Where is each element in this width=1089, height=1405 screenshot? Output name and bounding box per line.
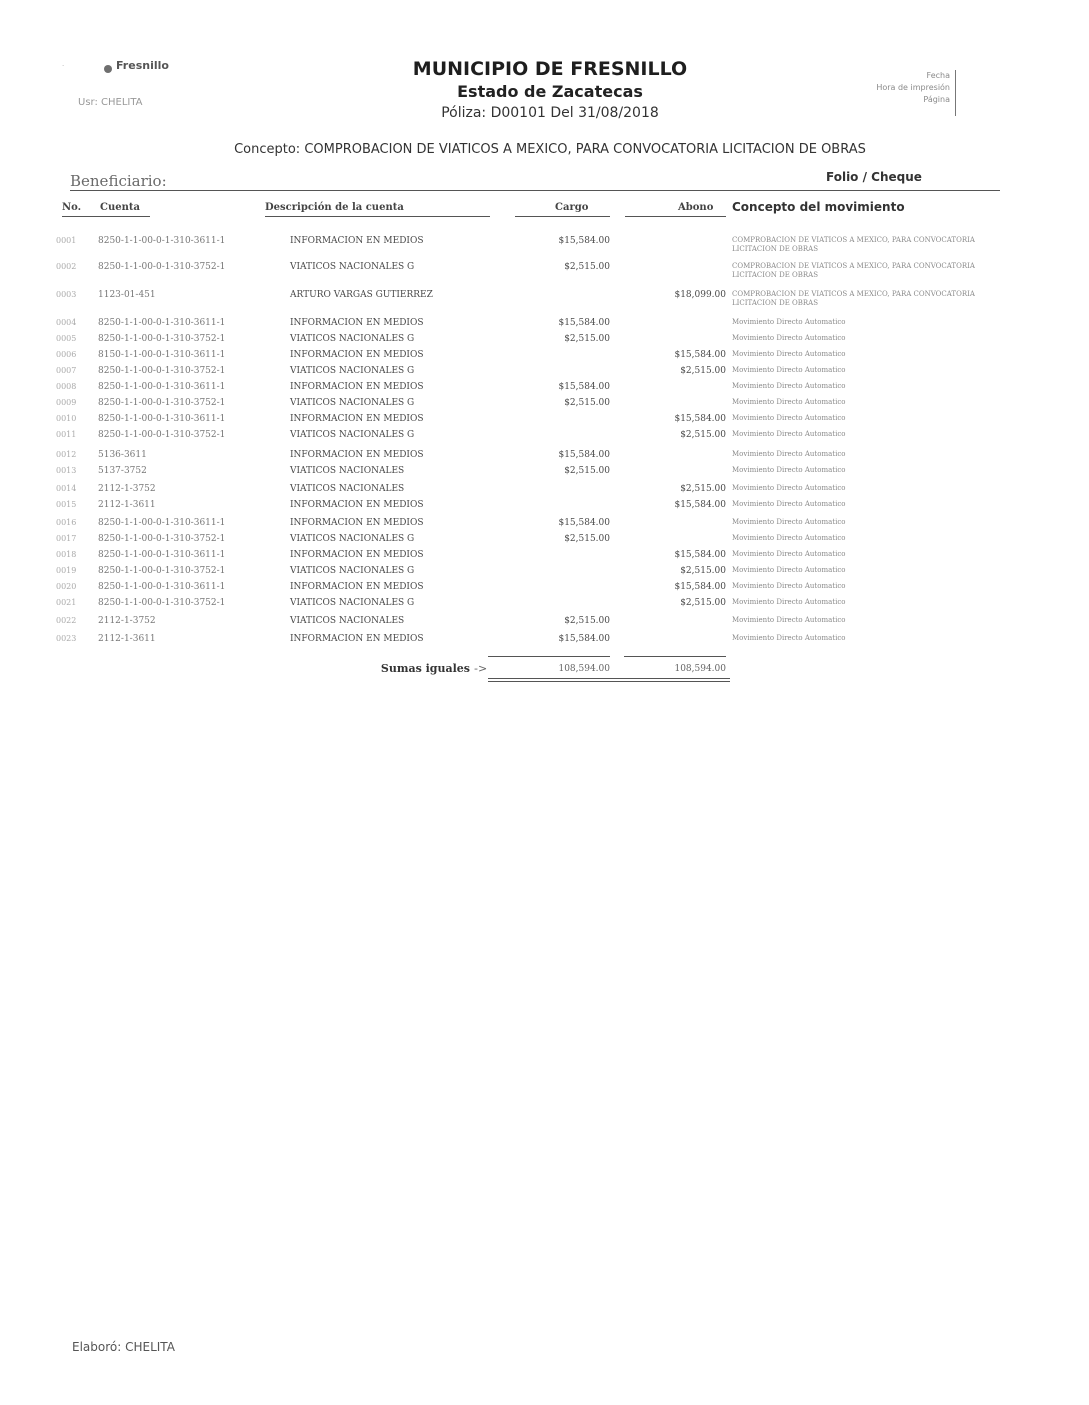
concepto-line: Concepto: COMPROBACION DE VIATICOS A MEXICO, PARA CONVOCATORIA LICITACION DE OBRAS xyxy=(234,142,866,157)
row-descripcion: VIATICOS NACIONALES G xyxy=(290,398,415,408)
row-descripcion: INFORMACION EN MEDIOS xyxy=(290,634,424,644)
row-abono: $2,515.00 xyxy=(680,598,726,608)
table-row xyxy=(0,598,1089,615)
col-underline xyxy=(62,216,150,217)
row-cuenta: 8250-1-1-00-0-1-310-3752-1 xyxy=(98,430,226,440)
row-abono: $2,515.00 xyxy=(680,366,726,376)
table-row xyxy=(0,466,1089,483)
row-descripcion: INFORMACION EN MEDIOS xyxy=(290,500,424,510)
row-cuenta: 8250-1-1-00-0-1-310-3611-1 xyxy=(98,236,226,246)
col-abono: Abono xyxy=(678,202,714,213)
meta-divider xyxy=(955,70,956,116)
row-concepto: Movimiento Directo Automatico xyxy=(732,582,846,590)
col-descripcion: Descripción de la cuenta xyxy=(265,202,404,213)
row-descripcion: INFORMACION EN MEDIOS xyxy=(290,236,424,246)
row-concepto: Movimiento Directo Automatico xyxy=(732,466,846,474)
row-cuenta: 8250-1-1-00-0-1-310-3611-1 xyxy=(98,382,226,392)
row-concepto: COMPROBACION DE VIATICOS A MEXICO, PARA CONVOCATORIA LICITACION DE OBRAS xyxy=(732,236,975,253)
row-cargo: $15,584.00 xyxy=(558,450,610,460)
row-number: 0004 xyxy=(56,318,77,327)
poliza-line: Póliza: D00101 Del 31/08/2018 xyxy=(441,105,659,121)
table-row xyxy=(0,430,1089,447)
row-descripcion: VIATICOS NACIONALES G xyxy=(290,366,415,376)
table-row xyxy=(0,450,1089,467)
row-cargo: $15,584.00 xyxy=(558,518,610,528)
table-row xyxy=(0,582,1089,599)
row-concepto: COMPROBACION DE VIATICOS A MEXICO, PARA CONVOCATORIA LICITACION DE OBRAS xyxy=(732,290,975,307)
row-cargo: $2,515.00 xyxy=(564,262,610,272)
row-cuenta: 8250-1-1-00-0-1-310-3752-1 xyxy=(98,534,226,544)
row-cargo: $2,515.00 xyxy=(564,398,610,408)
row-number: 0006 xyxy=(56,350,77,359)
fresnillo-logo xyxy=(62,56,202,86)
row-cargo: $2,515.00 xyxy=(564,466,610,476)
row-number: 0002 xyxy=(56,262,77,271)
row-concepto: Movimiento Directo Automatico xyxy=(732,450,846,458)
row-descripcion: VIATICOS NACIONALES xyxy=(290,616,405,626)
row-cuenta: 8250-1-1-00-0-1-310-3611-1 xyxy=(98,414,226,424)
row-concepto: Movimiento Directo Automatico xyxy=(732,318,846,326)
row-descripcion: ARTURO VARGAS GUTIERREZ xyxy=(290,290,433,300)
table-row xyxy=(0,262,1089,279)
row-cuenta: 2112-1-3611 xyxy=(98,500,156,510)
row-number: 0001 xyxy=(56,236,77,245)
row-concepto: COMPROBACION DE VIATICOS A MEXICO, PARA CONVOCATORIA LICITACION DE OBRAS xyxy=(732,262,975,279)
row-number: 0005 xyxy=(56,334,77,343)
row-abono: $2,515.00 xyxy=(680,566,726,576)
row-concepto: Movimiento Directo Automatico xyxy=(732,350,846,358)
row-cuenta: 8250-1-1-00-0-1-310-3611-1 xyxy=(98,318,226,328)
row-descripcion: INFORMACION EN MEDIOS xyxy=(290,450,424,460)
table-row xyxy=(0,500,1089,517)
row-abono: $15,584.00 xyxy=(674,582,726,592)
print-meta-labels xyxy=(830,70,950,106)
row-number: 0003 xyxy=(56,290,77,299)
row-number: 0014 xyxy=(56,484,77,493)
col-cuenta: Cuenta xyxy=(100,202,140,213)
row-number: 0007 xyxy=(56,366,77,375)
row-concepto: Movimiento Directo Automatico xyxy=(732,334,846,342)
row-cuenta: 2112-1-3752 xyxy=(98,616,156,626)
row-number: 0013 xyxy=(56,466,77,475)
table-row xyxy=(0,566,1089,583)
row-number: 0020 xyxy=(56,582,77,591)
table-row xyxy=(0,290,1089,307)
table-row xyxy=(0,534,1089,551)
row-cuenta: 5136-3611 xyxy=(98,450,147,460)
row-abono: $2,515.00 xyxy=(680,430,726,440)
row-concepto: Movimiento Directo Automatico xyxy=(732,500,846,508)
row-concepto: Movimiento Directo Automatico xyxy=(732,566,846,574)
row-number: 0017 xyxy=(56,534,77,543)
col-underline xyxy=(515,216,610,217)
table-row xyxy=(0,414,1089,431)
meta-hora-label: Hora de impresión xyxy=(876,83,950,92)
table-row xyxy=(0,518,1089,535)
row-cargo: $15,584.00 xyxy=(558,236,610,246)
col-underline xyxy=(265,216,490,217)
row-descripcion: VIATICOS NACIONALES xyxy=(290,484,405,494)
table-row xyxy=(0,484,1089,501)
sum-top-rule xyxy=(624,656,726,657)
row-concepto: Movimiento Directo Automatico xyxy=(732,550,846,558)
sumas-arrow: -> xyxy=(474,662,488,675)
row-number: 0010 xyxy=(56,414,77,423)
elaboro-label: Elaboró: CHELITA xyxy=(72,1340,175,1354)
row-cargo: $2,515.00 xyxy=(564,334,610,344)
folio-label: Folio / Cheque xyxy=(826,170,922,184)
row-number: 0015 xyxy=(56,500,77,509)
table-row xyxy=(0,550,1089,567)
sumas-cargo: 108,594.00 xyxy=(558,664,610,674)
row-cuenta: 1123-01-451 xyxy=(98,290,156,300)
row-abono: $15,584.00 xyxy=(674,350,726,360)
table-row xyxy=(0,398,1089,415)
row-descripcion: VIATICOS NACIONALES xyxy=(290,466,405,476)
table-row xyxy=(0,350,1089,367)
row-number: 0012 xyxy=(56,450,77,459)
table-row xyxy=(0,318,1089,335)
row-concepto: Movimiento Directo Automatico xyxy=(732,534,846,542)
row-cuenta: 8250-1-1-00-0-1-310-3752-1 xyxy=(98,566,226,576)
row-descripcion: INFORMACION EN MEDIOS xyxy=(290,518,424,528)
row-descripcion: VIATICOS NACIONALES G xyxy=(290,430,415,440)
header-divider xyxy=(70,190,1000,191)
row-abono: $15,584.00 xyxy=(674,500,726,510)
sumas-label: Sumas iguales xyxy=(380,662,470,675)
row-cuenta: 8250-1-1-00-0-1-310-3611-1 xyxy=(98,550,226,560)
row-descripcion: INFORMACION EN MEDIOS xyxy=(290,582,424,592)
col-cargo: Cargo xyxy=(555,202,589,213)
row-cargo: $15,584.00 xyxy=(558,318,610,328)
sum-bottom-rule xyxy=(488,681,730,682)
row-descripcion: INFORMACION EN MEDIOS xyxy=(290,350,424,360)
row-cuenta: 8250-1-1-00-0-1-310-3611-1 xyxy=(98,582,226,592)
logo-mark-icon xyxy=(104,65,112,73)
row-cargo: $2,515.00 xyxy=(564,616,610,626)
row-concepto: Movimiento Directo Automatico xyxy=(732,634,846,642)
table-row xyxy=(0,616,1089,633)
table-row xyxy=(0,334,1089,351)
row-cuenta: 2112-1-3752 xyxy=(98,484,156,494)
table-row xyxy=(0,366,1089,383)
row-descripcion: VIATICOS NACIONALES G xyxy=(290,566,415,576)
row-number: 0016 xyxy=(56,518,77,527)
row-cuenta: 8250-1-1-00-0-1-310-3752-1 xyxy=(98,598,226,608)
row-concepto: Movimiento Directo Automatico xyxy=(732,414,846,422)
sum-top-rule xyxy=(488,656,610,657)
row-abono: $15,584.00 xyxy=(674,550,726,560)
sum-bottom-rule xyxy=(488,678,730,679)
row-cuenta: 8250-1-1-00-0-1-310-3752-1 xyxy=(98,398,226,408)
row-number: 0019 xyxy=(56,566,77,575)
row-concepto: Movimiento Directo Automatico xyxy=(732,518,846,526)
row-descripcion: INFORMACION EN MEDIOS xyxy=(290,382,424,392)
user-label: Usr: CHELITA xyxy=(78,97,143,108)
row-number: 0021 xyxy=(56,598,77,607)
col-concepto: Concepto del movimiento xyxy=(732,200,905,214)
row-descripcion: INFORMACION EN MEDIOS xyxy=(290,550,424,560)
row-number: 0022 xyxy=(56,616,77,625)
row-concepto: Movimiento Directo Automatico xyxy=(732,484,846,492)
col-no: No. xyxy=(62,202,82,213)
table-row xyxy=(0,634,1089,651)
row-cuenta: 8250-1-1-00-0-1-310-3752-1 xyxy=(98,334,226,344)
table-row xyxy=(0,382,1089,399)
row-cargo: $15,584.00 xyxy=(558,382,610,392)
row-number: 0018 xyxy=(56,550,77,559)
row-descripcion: VIATICOS NACIONALES G xyxy=(290,534,415,544)
col-underline xyxy=(625,216,726,217)
row-concepto: Movimiento Directo Automatico xyxy=(732,382,846,390)
logo-text: Fresnillo xyxy=(116,59,169,72)
page-subtitle: Estado de Zacatecas xyxy=(457,82,643,101)
table-row xyxy=(0,236,1089,253)
row-cuenta: 5137-3752 xyxy=(98,466,147,476)
row-number: 0008 xyxy=(56,382,77,391)
row-number: 0009 xyxy=(56,398,77,407)
row-cuenta: 8250-1-1-00-0-1-310-3752-1 xyxy=(98,262,226,272)
row-number: 0023 xyxy=(56,634,77,643)
row-cuenta: 8250-1-1-00-0-1-310-3611-1 xyxy=(98,518,226,528)
row-cargo: $2,515.00 xyxy=(564,534,610,544)
row-concepto: Movimiento Directo Automatico xyxy=(732,366,846,374)
row-number: 0011 xyxy=(56,430,77,439)
meta-fecha-label: Fecha xyxy=(926,71,950,80)
row-descripcion: INFORMACION EN MEDIOS xyxy=(290,414,424,424)
row-abono: $18,099.00 xyxy=(674,290,726,300)
row-concepto: Movimiento Directo Automatico xyxy=(732,398,846,406)
logo-prefix: · xyxy=(62,62,65,70)
meta-pagina-label: Página xyxy=(923,95,950,104)
row-abono: $15,584.00 xyxy=(674,414,726,424)
row-descripcion: INFORMACION EN MEDIOS xyxy=(290,318,424,328)
beneficiario-label: Beneficiario: xyxy=(70,172,167,190)
row-concepto: Movimiento Directo Automatico xyxy=(732,616,846,624)
page-title: MUNICIPIO DE FRESNILLO xyxy=(412,58,688,80)
row-concepto: Movimiento Directo Automatico xyxy=(732,598,846,606)
row-descripcion: VIATICOS NACIONALES G xyxy=(290,262,415,272)
row-cargo: $15,584.00 xyxy=(558,634,610,644)
row-cuenta: 8250-1-1-00-0-1-310-3752-1 xyxy=(98,366,226,376)
row-abono: $2,515.00 xyxy=(680,484,726,494)
row-cuenta: 8150-1-1-00-0-1-310-3611-1 xyxy=(98,350,226,360)
row-cuenta: 2112-1-3611 xyxy=(98,634,156,644)
row-descripcion: VIATICOS NACIONALES G xyxy=(290,598,415,608)
row-descripcion: VIATICOS NACIONALES G xyxy=(290,334,415,344)
sumas-abono: 108,594.00 xyxy=(674,664,726,674)
row-concepto: Movimiento Directo Automatico xyxy=(732,430,846,438)
